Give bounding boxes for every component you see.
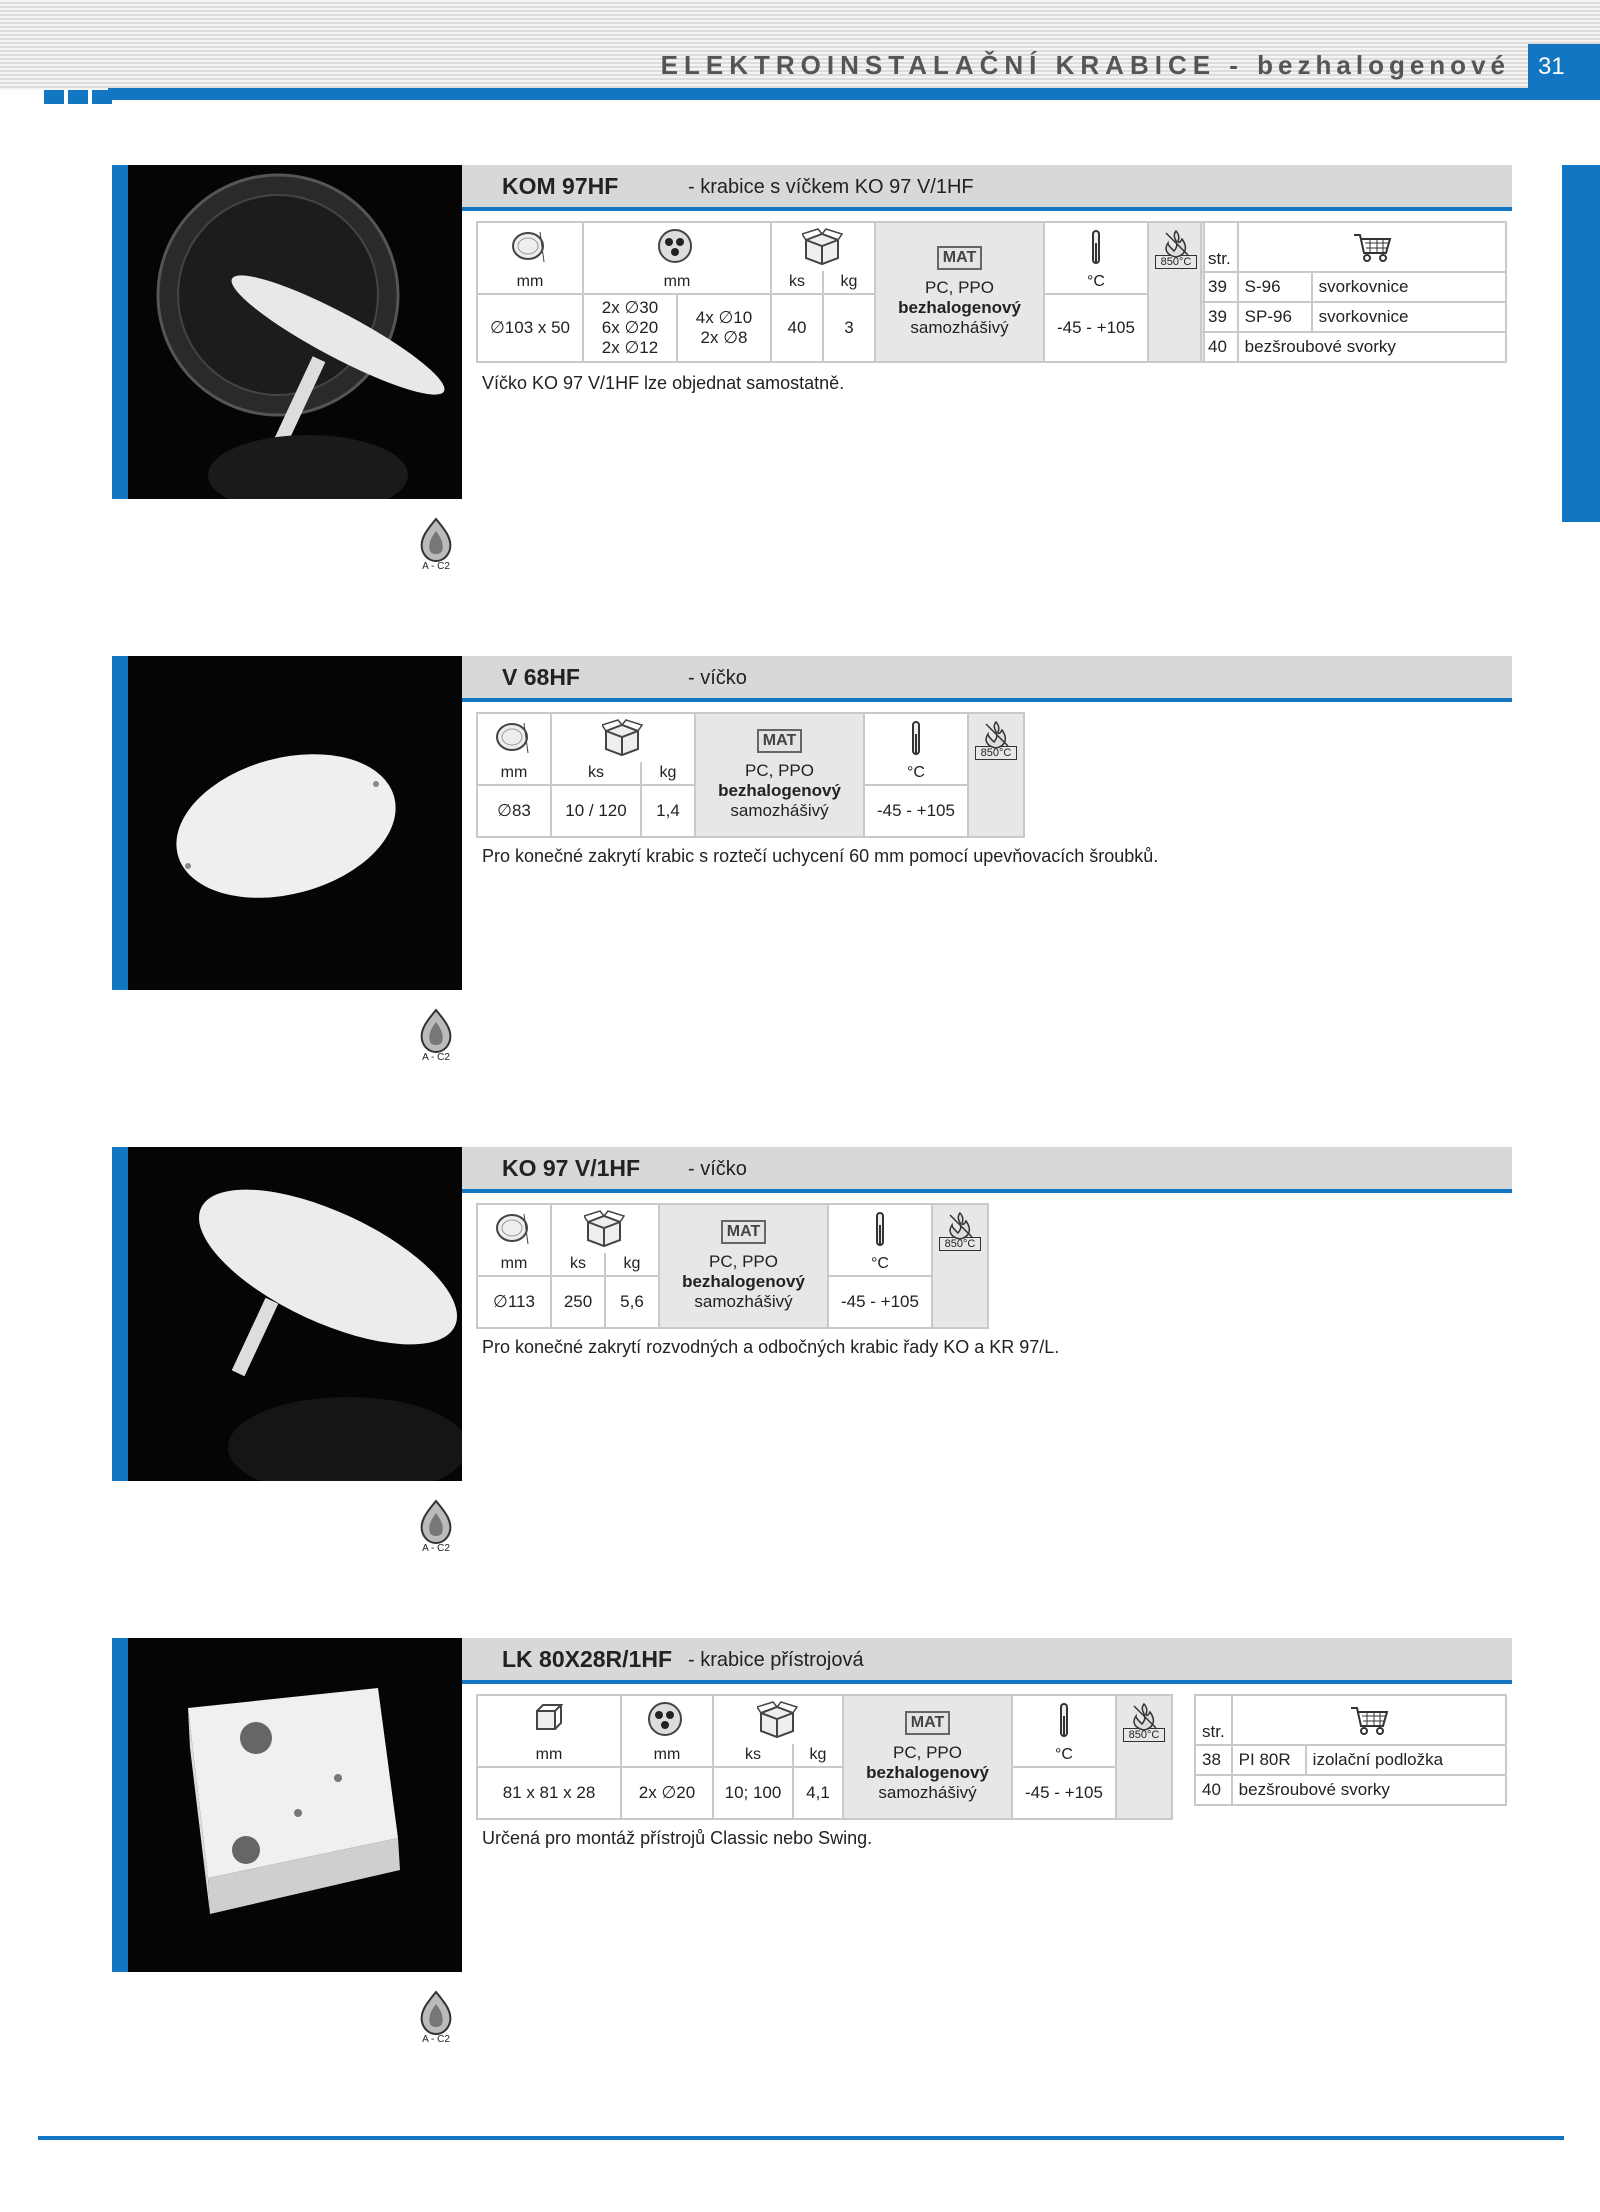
fire-label: 850°C bbox=[1155, 255, 1197, 269]
dimension-value: ∅103 x 50 bbox=[477, 294, 583, 362]
unit: kg bbox=[793, 1744, 843, 1767]
mat-icon: MAT bbox=[757, 729, 802, 753]
entries-value: 2x ∅12 bbox=[601, 338, 659, 357]
footer-line bbox=[38, 2136, 1564, 2140]
box-package-icon bbox=[757, 1701, 799, 1739]
flame-class-label: A - C2 bbox=[422, 561, 450, 572]
thermometer-icon bbox=[1083, 229, 1109, 265]
mat-icon: MAT bbox=[721, 1220, 766, 1244]
ks-value: 40 bbox=[771, 294, 823, 362]
unit: °C bbox=[864, 762, 968, 785]
flame-class-icon bbox=[418, 517, 454, 563]
box-package-icon bbox=[802, 228, 844, 266]
ref-code: SP-96 bbox=[1238, 302, 1312, 332]
cable-entries-icon bbox=[657, 228, 697, 266]
kg-value: 5,6 bbox=[605, 1276, 659, 1328]
product-photo bbox=[112, 165, 462, 499]
unit: mm bbox=[583, 271, 771, 294]
product-photo bbox=[112, 1147, 462, 1481]
thermometer-icon bbox=[903, 720, 929, 756]
material-line: PC, PPO bbox=[709, 1252, 778, 1271]
product-note: Určená pro montáž přístrojů Classic nebo Swing. bbox=[482, 1828, 873, 1848]
header-squares bbox=[44, 90, 116, 109]
product-photo bbox=[112, 1638, 462, 1972]
box-package-icon bbox=[584, 1210, 626, 1248]
product-note: Pro konečné zakrytí krabic s roztečí uchycení 60 mm pomocí upevňovacích šroubků. bbox=[482, 846, 1159, 866]
reference-row bbox=[1201, 272, 1506, 302]
temperature-value: -45 - +105 bbox=[1012, 1767, 1116, 1819]
product-note: Pro konečné zakrytí rozvodných a odbočných krabic řady KO a KR 97/L. bbox=[482, 1337, 1060, 1357]
circle-dimension-icon bbox=[510, 228, 550, 266]
ks-value: 10 / 120 bbox=[551, 785, 641, 837]
unit: kg bbox=[641, 762, 695, 785]
flame-class bbox=[418, 517, 454, 571]
product-note: Víčko KO 97 V/1HF lze objednat samostatně. bbox=[482, 373, 845, 393]
shopping-cart-icon bbox=[1352, 231, 1392, 263]
ks-value: 250 bbox=[551, 1276, 605, 1328]
temperature-value: -45 - +105 bbox=[864, 785, 968, 837]
reference-row bbox=[1195, 1775, 1506, 1805]
unit: ks bbox=[551, 762, 641, 785]
material-line: bezhalogenový bbox=[898, 298, 1021, 317]
spec-table bbox=[476, 712, 1025, 838]
ref-page: 38 bbox=[1195, 1745, 1232, 1775]
fire-label: 850°C bbox=[975, 746, 1017, 760]
flame-class-label: A - C2 bbox=[422, 2034, 450, 2045]
unit: °C bbox=[828, 1253, 932, 1276]
unit: ks bbox=[771, 271, 823, 294]
kg-value: 3 bbox=[823, 294, 875, 362]
dimension-value: ∅113 bbox=[477, 1276, 551, 1328]
ref-code: bezšroubové svorky bbox=[1232, 1775, 1506, 1805]
ref-page: 40 bbox=[1201, 332, 1238, 362]
kg-value: 1,4 bbox=[641, 785, 695, 837]
circle-dimension-icon bbox=[494, 719, 534, 757]
product-code: LK 80X28R/1HF bbox=[502, 1646, 673, 1672]
ref-code: PI 80R bbox=[1232, 1745, 1306, 1775]
ref-page: 40 bbox=[1195, 1775, 1232, 1805]
entries-value: 6x ∅20 bbox=[601, 318, 659, 337]
reference-row bbox=[1201, 302, 1506, 332]
product-v68hf bbox=[0, 656, 1600, 1086]
unit: mm bbox=[477, 762, 551, 785]
circle-dimension-icon bbox=[494, 1210, 534, 1248]
product-kom97hf bbox=[0, 165, 1600, 595]
product-description: - krabice přístrojová bbox=[688, 1649, 864, 1671]
title-sub: bezhalogenové bbox=[1257, 50, 1510, 80]
product-description: - víčko bbox=[688, 667, 747, 689]
dimension-value: ∅83 bbox=[477, 785, 551, 837]
unit: mm bbox=[477, 1253, 551, 1276]
product-ko97v1hf bbox=[0, 1147, 1600, 1577]
flame-class bbox=[418, 1499, 454, 1553]
box-dimension-icon bbox=[529, 1701, 569, 1739]
unit: kg bbox=[605, 1253, 659, 1276]
unit: ks bbox=[551, 1253, 605, 1276]
fire-label: 850°C bbox=[939, 1237, 981, 1251]
material-line: samozhášivý bbox=[878, 1783, 977, 1802]
flame-class-label: A - C2 bbox=[422, 1543, 450, 1554]
ref-name: svorkovnice bbox=[1312, 302, 1506, 332]
unit: °C bbox=[1044, 271, 1148, 294]
product-titlebar bbox=[462, 1638, 1512, 1684]
reference-row bbox=[1201, 332, 1506, 362]
ref-name: svorkovnice bbox=[1312, 272, 1506, 302]
flame-class-label: A - C2 bbox=[422, 1052, 450, 1063]
material-line: PC, PPO bbox=[925, 278, 994, 297]
product-photo bbox=[112, 656, 462, 990]
ref-name: izolační podložka bbox=[1306, 1745, 1506, 1775]
flame-class-icon bbox=[418, 1990, 454, 2036]
unit: ks bbox=[713, 1744, 793, 1767]
reference-table bbox=[1194, 1694, 1507, 1806]
product-code: KOM 97HF bbox=[502, 173, 619, 199]
material-line: bezhalogenový bbox=[866, 1763, 989, 1782]
flame-class-icon bbox=[418, 1499, 454, 1545]
material-line: PC, PPO bbox=[893, 1743, 962, 1762]
unit: mm bbox=[477, 1744, 621, 1767]
flame-class bbox=[418, 1990, 454, 2044]
ref-code: S-96 bbox=[1238, 272, 1312, 302]
material-line: PC, PPO bbox=[745, 761, 814, 780]
unit: °C bbox=[1012, 1744, 1116, 1767]
box-package-icon bbox=[602, 719, 644, 757]
page-title bbox=[661, 50, 1510, 81]
cable-entries-icon bbox=[647, 1701, 687, 1739]
entries-value: 4x ∅10 bbox=[695, 308, 753, 327]
product-description: - krabice s víčkem KO 97 V/1HF bbox=[688, 176, 974, 198]
ref-page: 39 bbox=[1201, 302, 1238, 332]
mat-icon: MAT bbox=[905, 1711, 950, 1735]
thermometer-icon bbox=[1051, 1702, 1077, 1738]
page-number: 31 bbox=[1528, 44, 1600, 90]
product-titlebar bbox=[462, 1147, 1512, 1193]
material-line: bezhalogenový bbox=[718, 781, 841, 800]
str-label: str. bbox=[1195, 1695, 1232, 1745]
unit: mm bbox=[477, 271, 583, 294]
reference-row bbox=[1195, 1745, 1506, 1775]
reference-table bbox=[1200, 221, 1507, 363]
shopping-cart-icon bbox=[1349, 1704, 1389, 1736]
kg-value: 4,1 bbox=[793, 1767, 843, 1819]
fire-label: 850°C bbox=[1123, 1728, 1165, 1742]
material-line: samozhášivý bbox=[730, 801, 829, 820]
spec-table bbox=[476, 221, 1205, 363]
entries-value: 2x ∅20 bbox=[621, 1767, 713, 1819]
entries-value: 2x ∅8 bbox=[700, 328, 748, 347]
unit: kg bbox=[823, 271, 875, 294]
ref-code: bezšroubové svorky bbox=[1238, 332, 1506, 362]
header-bar bbox=[108, 88, 1600, 100]
product-description: - víčko bbox=[688, 1158, 747, 1180]
material-line: samozhášivý bbox=[694, 1292, 793, 1311]
spec-table bbox=[476, 1694, 1173, 1820]
product-titlebar bbox=[462, 165, 1512, 211]
temperature-value: -45 - +105 bbox=[1044, 294, 1148, 362]
product-code: V 68HF bbox=[502, 664, 580, 690]
product-lk80x28r1hf bbox=[0, 1638, 1600, 2068]
product-titlebar bbox=[462, 656, 1512, 702]
dimension-value: 81 x 81 x 28 bbox=[477, 1767, 621, 1819]
title-main: ELEKTROINSTALAČNÍ KRABICE - bbox=[660, 50, 1244, 80]
thermometer-icon bbox=[867, 1211, 893, 1247]
entries-value: 2x ∅30 bbox=[601, 298, 659, 317]
flame-class bbox=[418, 1008, 454, 1062]
str-label: str. bbox=[1201, 222, 1238, 272]
spec-table bbox=[476, 1203, 989, 1329]
flame-class-icon bbox=[418, 1008, 454, 1054]
product-code: KO 97 V/1HF bbox=[502, 1155, 641, 1181]
mat-icon: MAT bbox=[937, 246, 982, 270]
material-line: samozhášivý bbox=[910, 318, 1009, 337]
material-line: bezhalogenový bbox=[682, 1272, 805, 1291]
unit: mm bbox=[621, 1744, 713, 1767]
ks-value: 10; 100 bbox=[713, 1767, 793, 1819]
temperature-value: -45 - +105 bbox=[828, 1276, 932, 1328]
ref-page: 39 bbox=[1201, 272, 1238, 302]
